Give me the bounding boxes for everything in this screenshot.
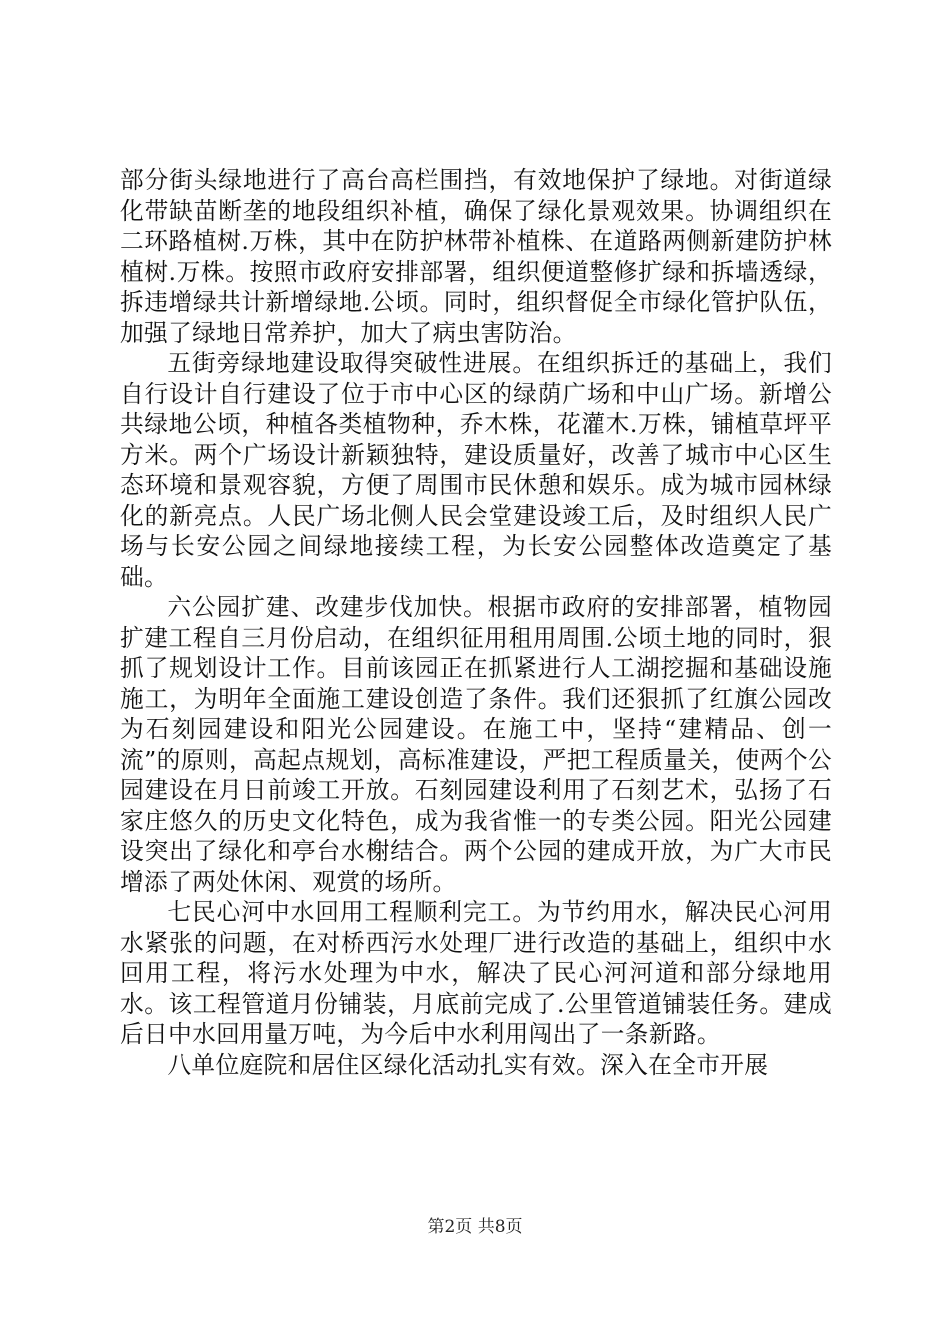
paragraph-greenbelt-maintenance: 部分街头绿地进行了高台高栏围挡，有效地保护了绿地。对街道绿化带缺苗断垄的地段组织补植，确保了绿化景观效果。协调组织在二环路植树.万株，其中在防护林带补植株、在道路两侧新建防护林植树.万株。按照市政府安排部署，组织便道整修扩绿和拆墙透绿，拆违增绿共计新增绿地.公顷。同时，组织督促全市绿化管护队伍，加强了绿地日常养护，加大了病虫害防治。 (120, 166, 832, 347)
paragraph-section-eight: 八单位庭院和居住区绿化活动扎实有效。深入在全市开展 (167, 1050, 769, 1079)
document-body (120, 165, 832, 1080)
paragraph-section-six: 六公园扩建、改建步伐加快。根据市政府的安排部署，植物园扩建工程自三月份启动，在组织征用租用周围.公顷土地的同时，狠抓了规划设计工作。目前该园正在抓紧进行人工湖挖掘和基础设施施工，为明年全面施工建设创造了条件。我们还狠抓了红旗公园改为石刻园建设和阳光公园建设。在施工中，坚持“建精品、创一流”的原则，高起点规划，高标准建设，严把工程质量关，使两个公园建设在月日前竣工开放。石刻园建设利用了石刻艺术，弘扬了石家庄悠久的历史文化特色，成为我省惟一的专类公园。阳光公园建设突出了绿化和亭台水榭结合。两个公园的建成开放，为广大市民增添了两处休闲、观赏的场所。 (120, 593, 832, 896)
page-number-footer: 第2页 共8页 (427, 1217, 523, 1237)
paragraph-section-five: 五街旁绿地建设取得突破性进展。在组织拆迁的基础上，我们自行设计自行建设了位于市中心区的绿荫广场和中山广场。新增公共绿地公顷，种植各类植物种，乔木株，花灌木.万株，铺植草坪平方米。两个广场设计新颖独特，建设质量好，改善了城市中心区生态环境和景观容貌，方便了周围市民休憩和娱乐。成为城市园林绿化的新亮点。人民广场北侧人民会堂建设竣工后，及时组织人民广场与长安公园之间绿地接续工程，为长安公园整体改造奠定了基础。 (120, 349, 832, 591)
paragraph-section-seven: 七民心河中水回用工程顺利完工。为节约用水，解决民心河用水紧张的问题，在对桥西污水处理厂进行改造的基础上，组织中水回用工程，将污水处理为中水，解决了民心河河道和部分绿地用水。该工程管道月份铺装，月底前完成了.公里管道铺装任务。建成后日中水回用量万吨，为今后中水利用闯出了一条新路。 (120, 898, 832, 1048)
